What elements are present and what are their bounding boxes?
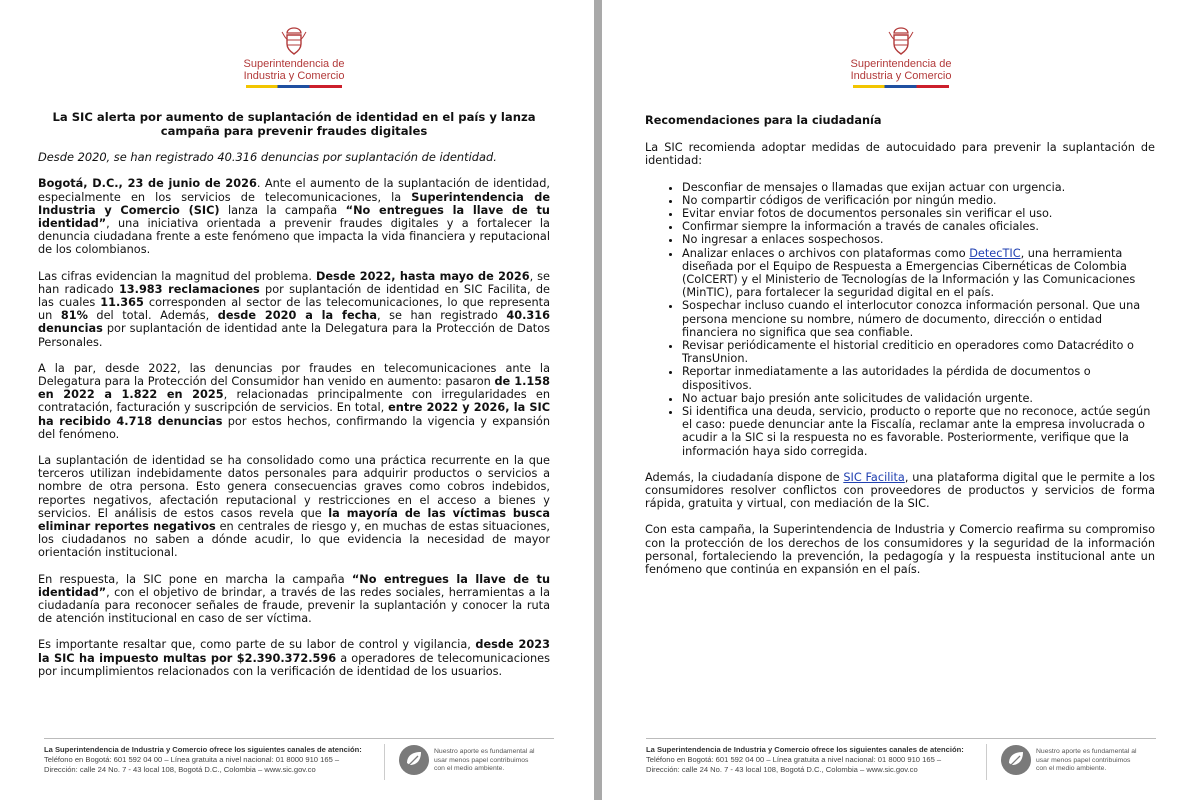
text-run: Con esta campaña, la Superintendencia de Industria y Comercio reafirma su compromiso con la protección de los derechos de los consumidores y la seguridad de la información personal, fortaleciendo la prevención, la pedagogía y la respuesta institucional ante un fenómeno que continúa en expansión en el país. [645,523,1155,577]
flag-color-bar [853,85,949,88]
page-2-content [645,112,1155,589]
logo-line-2: Industria y Comercio [850,70,952,82]
text-run: A la par, desde 2022, las denuncias por fraudes en telecomunicaciones ante la Delegatura para la Protección del Consumidor han venido en aumento: pasaron [38,361,550,389]
text-run: , una herramienta diseñada por el Equipo de Respuesta a Emergencias Cibernéticas de Colombia (ColCERT) y el Ministerio de Tecnologías de la Información y las Comunicaciones (MinTIC), para fortalecer la seguridad digital en el país. [682,246,1136,300]
recommendation-item [682,365,1155,391]
footer-rule [44,738,554,739]
body-paragraph [38,454,550,560]
text-run: No ingresar a enlaces sospechosos. [682,233,884,247]
inline-link[interactable]: SIC Facilita [843,470,905,484]
text-run: , una iniciativa orientada a prevenir fraudes digitales y a fortalecer la denuncia ciudadana frente a este fenómeno que impacta la vida financiera y reputacional de los colombianos. [38,217,550,257]
eco-line-1: Nuestro aporte es fundamental al [1036,748,1137,755]
bold-text: desde 2023 la SIC ha impuesto multas por $2.390.372.596 [38,638,550,665]
bold-text: entre 2022 y 2026, la SIC ha recibido 4.718 denuncias [38,401,550,428]
sic-logo [821,26,981,92]
inline-link[interactable]: DetecTIC [969,246,1021,260]
logo-text [214,58,374,82]
flag-color-bar [246,85,342,88]
recommendation-item [682,299,1155,339]
bold-text: Bogotá, D.C., 23 de junio de 2026 [38,177,257,191]
coat-of-arms-icon [886,26,916,56]
text-run: , se han registrado [377,309,507,323]
eco-line-3: con el medio ambiente. [434,765,505,773]
page-1-body [38,177,550,678]
document-page-1 [0,0,594,800]
recommendation-item [682,405,1155,458]
text-run: Reportar inmediatamente a las autoridades la pérdida de documentos o dispositivos. [682,365,1091,392]
logo-line-1: Superintendencia de [850,58,952,70]
body-paragraph [38,362,550,441]
text-run: En respuesta, la SIC pone en marcha la campaña [38,572,352,586]
recommendation-item [682,392,1155,405]
recommendation-item [682,220,1155,233]
document-page-2 [602,0,1200,800]
logo-line-1: Superintendencia de [243,58,345,70]
body-paragraph [38,177,550,256]
text-run: . Ante el aumento de la suplantación de identidad, especialmente en los servicios de telecomunicaciones, la [38,177,550,204]
text-run: , relacionadas principalmente con irregularidades en contratación, facturación y suscripción de servicios. En total, [38,388,550,415]
recommendations-heading: Recomendaciones para la ciudadanía [645,114,882,127]
text-run: lanza la campaña [219,203,346,217]
recommendation-item [682,181,1155,194]
sic-logo [214,26,374,92]
bold-text: Superintendencia de Industria y Comercio (SIC) [38,190,550,217]
text-run: del total. Además, [87,309,218,323]
footer-contact [646,745,976,775]
text-run: Desconfiar de mensajes o llamadas que exijan actuar con urgencia. [682,180,1066,194]
text-run: , con el objetivo de brindar, a través de las redes sociales, herramientas a la ciudadanía para reconocer señales de fraude, prevenir la suplantación y conocer la ruta de atención institucional en caso de ser víctima. [38,585,550,626]
text-run: Evitar enviar fotos de documentos personales sin verificar el uso. [682,207,1053,221]
recommendation-item [682,194,1155,207]
recommendation-item [682,339,1155,365]
bold-text: “No entregues la llave de tu identidad” [38,572,550,599]
footer-address-line: Dirección: calle 24 No. 7 - 43 local 108, Bogotá D.C., Colombia – www.sic.gov.co [646,765,918,774]
body-paragraph [645,523,1155,576]
bold-text: de 1.158 en 2022 a 1.822 en 2025 [38,375,550,402]
text-run: en centrales de riesgo y, en muchas de estas situaciones, los ciudadanos no saben a dónde acudir, lo que evidencia la necesidad de mayor orientación institucional. [38,520,550,560]
text-run: Es importante resaltar que, como parte de su labor de control y vigilancia, [38,638,476,652]
footer-divider [986,744,987,780]
press-release-title: La SIC alerta por aumento de suplantación de identidad en el país y lanza campaña para prevenir fraudes digitales [52,110,536,138]
logo-line-2: Industria y Comercio [243,70,345,82]
bold-text: 81% [60,309,88,323]
body-paragraph [38,270,550,349]
text-run: Analizar enlaces o archivos con plataformas como [682,246,970,260]
text-run: Sospechar incluso cuando el interlocutor conozca información personal. Que una persona mencione su nombre, número de documento, dirección o entidad financiera no significa que sea confiable. [682,299,1141,339]
footer-eco-message [434,748,554,774]
eco-line-2: usar menos papel contribuimos [1036,756,1131,764]
footer-eco-message [1036,748,1156,774]
text-run: corresponden al sector de las telecomunicaciones, lo que representa un [38,296,550,323]
text-run: Confirmar siempre la información a través de canales oficiales. [682,220,1039,234]
text-run: Las cifras evidencian la magnitud del problema. [38,269,316,283]
text-run: No compartir códigos de verificación por ningún medio. [682,193,997,207]
eco-leaf-icon [1000,744,1032,776]
text-run: Además, la ciudadanía dispone de [645,470,844,484]
page-2-footer [646,738,1156,786]
eco-leaf-icon [398,744,430,776]
eco-line-2: usar menos papel contribuimos [434,756,529,764]
bold-text: 11.365 [100,296,144,310]
text-run: , una plataforma digital que le permite a los consumidores resolver conflictos con proveedores de productos y servicios de forma rápida, gratuita y virtual, con mediación de la SIC. [645,470,1155,511]
eco-line-1: Nuestro aporte es fundamental al [434,748,535,755]
bold-text: 13.983 reclamaciones [118,282,260,296]
body-paragraph [38,638,550,678]
footer-contact [44,745,374,775]
eco-line-3: con el medio ambiente. [1036,765,1107,773]
text-run: Si identifica una deuda, servicio, producto o reporte que no reconoce, actúe según el caso: puede denunciar ante la Fiscalía, reclamar ante la empresa involucrada o acudir a la SIC si la respuesta no es favorable. Posteriormente, verifique que la información haya sido corregida. [682,405,1151,458]
footer-address-line: Dirección: calle 24 No. 7 - 43 local 108, Bogotá D.C., Colombia – www.sic.gov.co [44,765,316,774]
text-run: Revisar periódicamente el historial crediticio en operadores como Datacrédito o TransUnion. [682,339,1134,366]
page-1-content [38,111,550,691]
footer-divider [384,744,385,780]
bold-text: la mayoría de las víctimas busca eliminar reportes negativos [38,506,550,534]
text-run: por estos hechos, confirmando la vigencia y expansión del fenómeno. [38,414,550,441]
body-paragraph [645,471,1155,511]
page-2-body [645,471,1155,576]
recommendations-intro: La SIC recomienda adoptar medidas de autocuidado para prevenir la suplantación de identidad: [645,141,1155,168]
text-run: No actuar bajo presión ante solicitudes de validación urgente. [682,391,1033,405]
footer-phone-line: Teléfono en Bogotá: 601 592 04 00 – Línea gratuita a nivel nacional: 01 8000 910 165 – [44,755,340,764]
text-run: por suplantación de identidad ante la Delegatura para la Protección de Datos Personales. [38,322,550,349]
body-paragraph [38,573,550,626]
logo-text [821,58,981,82]
bold-text: desde 2020 a la fecha [217,309,377,323]
footer-heading: La Superintendencia de Industria y Comercio ofrece los siguientes canales de atención: [646,745,964,754]
coat-of-arms-icon [279,26,309,56]
text-run: a operadores de telecomunicaciones por incumplimientos relacionados con la verificación de identidad de los usuarios. [38,651,550,678]
bold-text: “No entregues la llave de tu identidad” [38,203,550,230]
bold-text: Desde 2022, hasta mayo de 2026 [315,269,530,283]
text-run: por suplantación de identidad en SIC Facilita, de las cuales [38,282,550,310]
bold-text: 40.316 denuncias [38,309,551,336]
text-run: , se han radicado [38,269,550,296]
page-1-footer [44,738,554,786]
footer-rule [646,738,1156,739]
press-release-subtitle: Desde 2020, se han registrado 40.316 denuncias por suplantación de identidad. [38,150,497,165]
text-run: La suplantación de identidad se ha consolidado como una práctica recurrente en la que terceros utilizan indebidamente datos personales para adquirir productos o servicios a nombre de otra persona. Esto genera consecuencias graves como cobros indebidos, reportes negativos, afectación reputacional y restricciones en el acceso a bienes y servicios. El análisis de estos casos revela que [38,454,550,520]
footer-heading: La Superintendencia de Industria y Comercio ofrece los siguientes canales de atención: [44,745,362,754]
recommendations-list [645,181,1155,458]
recommendation-item [682,247,1155,300]
recommendation-item [682,207,1155,220]
recommendation-item [682,233,1155,246]
footer-phone-line: Teléfono en Bogotá: 601 592 04 00 – Línea gratuita a nivel nacional: 01 8000 910 165 – [646,755,942,764]
